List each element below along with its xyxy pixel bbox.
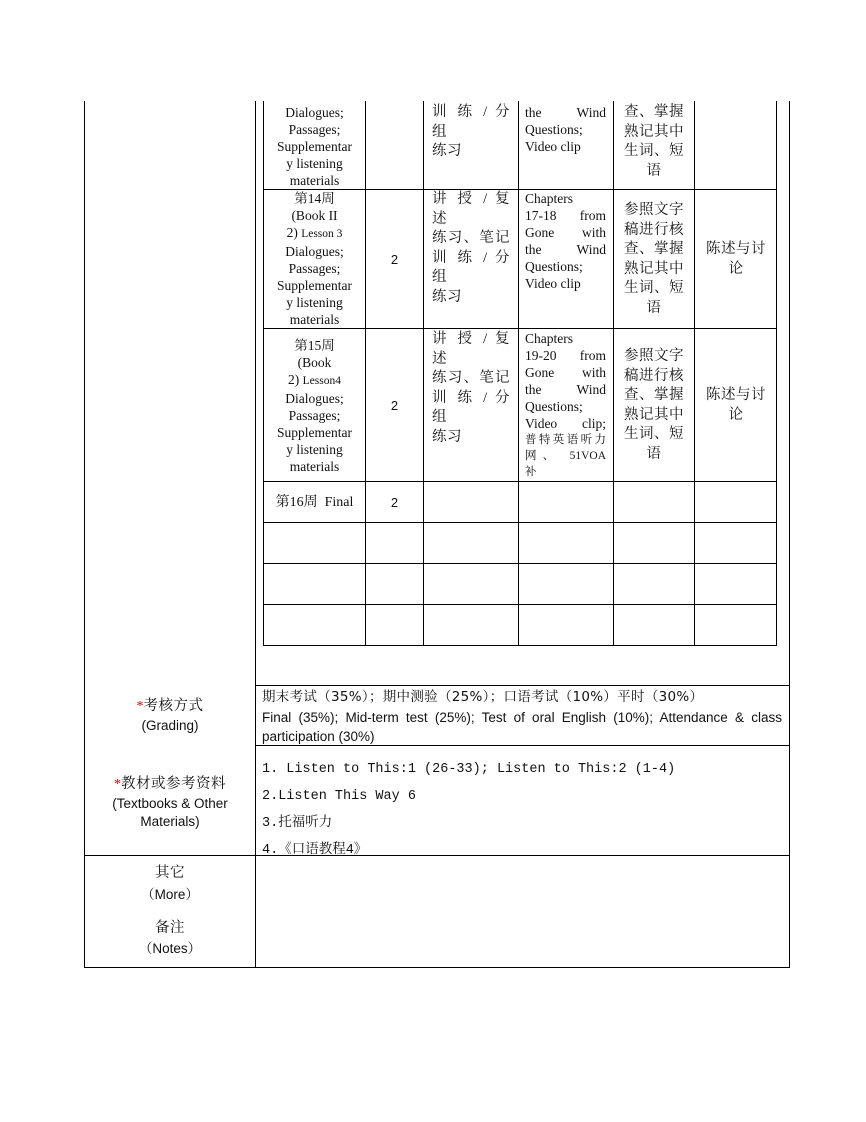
homework-line: Video clip;	[525, 416, 606, 431]
homework-line: Video clip	[525, 139, 581, 154]
required-mark: *	[136, 699, 144, 714]
week-label: 第16周	[275, 495, 318, 510]
content-line: Supplementar	[277, 139, 352, 154]
content-line: materials	[289, 459, 340, 474]
assessment-line: 稿进行核	[624, 367, 684, 384]
assessment-line: 生词、短	[624, 280, 684, 296]
content-line: y listening	[286, 156, 343, 171]
content-line: y listening	[286, 295, 343, 310]
form-cell	[698, 386, 774, 425]
homework-line: Questions;	[525, 122, 583, 137]
homework-line: Chapters	[525, 331, 573, 346]
grading-text-zh: 期末考试（35%）；期中测验（25%）；口语考试（10%）平时（30%）	[262, 689, 704, 705]
hours-cell: 2	[390, 495, 399, 510]
assessment-line: 查、掌握	[624, 387, 684, 403]
assessment-line: 参照文字	[624, 348, 684, 364]
homework-cell	[525, 104, 606, 155]
assessment-line: 生词、短	[624, 426, 684, 442]
form-line: 论	[728, 260, 744, 277]
method-cell	[432, 190, 510, 307]
homework-line: the Wind	[525, 242, 606, 257]
assessment-line: 生词、短	[624, 143, 684, 159]
grading-label	[85, 697, 255, 735]
form-cell	[698, 240, 774, 279]
assessment-line: 语	[646, 162, 662, 179]
assessment-cell	[618, 201, 690, 318]
required-mark: *	[114, 777, 121, 792]
grading-label-zh: 考核方式	[143, 698, 204, 714]
content-line: (Book	[297, 355, 332, 370]
homework-line: Chapters	[525, 191, 573, 206]
homework-line: Questions;	[525, 259, 583, 274]
method-line: 讲 授 / 复 述	[432, 191, 510, 227]
content-line: Final	[324, 495, 354, 510]
method-cell	[432, 330, 510, 447]
week-label: 第15周	[294, 338, 335, 353]
content-line: Lesson4	[302, 375, 341, 387]
method-line: 练习、笔记	[432, 230, 510, 246]
assessment-cell	[618, 347, 690, 464]
method-cell	[432, 103, 510, 162]
content-line: Passages;	[288, 408, 341, 423]
form-line: 论	[728, 406, 744, 423]
assessment-line: 语	[646, 445, 662, 462]
notes-label-zh: 备注	[155, 919, 185, 936]
notes-label-en: （Notes）	[138, 941, 202, 956]
content-line: y listening	[286, 442, 343, 457]
homework-line: 19-20 from	[525, 348, 606, 363]
assessment-line: 稿进行核	[624, 221, 684, 238]
method-line: 练习	[432, 143, 462, 159]
content-line: Passages;	[288, 261, 341, 276]
content-cell	[264, 104, 365, 189]
content-cell	[264, 190, 365, 328]
assessment-line: 熟记其中	[624, 123, 684, 140]
content-line: materials	[289, 173, 340, 188]
assessment-line: 熟记其中	[624, 406, 684, 423]
assessment-line: 查、掌握	[624, 241, 684, 257]
method-line: 练习	[432, 428, 462, 445]
other-content	[256, 856, 789, 966]
content-line: Supplementar	[277, 425, 352, 440]
content-cell	[264, 494, 365, 511]
other-label-en: （More）	[141, 886, 199, 902]
assessment-line: 查、掌握	[624, 104, 684, 120]
assessment-line: 语	[646, 299, 662, 316]
method-line: 训 练 / 分 组	[432, 249, 510, 285]
method-line: 练习	[432, 288, 462, 305]
method-line: 讲 授 / 复 述	[432, 331, 510, 367]
other-label	[85, 864, 255, 959]
homework-cell	[525, 190, 606, 292]
content-line: Dialogues;	[285, 391, 344, 406]
material-item: 2.Listen This Way 6	[262, 789, 416, 804]
content-line: 2)	[286, 225, 298, 240]
method-line: 训 练 / 分 组	[432, 104, 510, 140]
materials-label-zh: 教材或参考资料	[121, 776, 226, 792]
homework-line: Gone with	[525, 365, 606, 380]
materials-label	[85, 775, 255, 831]
form-line: 陈述与讨	[706, 387, 766, 403]
content-line: (Book II	[291, 208, 338, 223]
content-line: Dialogues;	[285, 105, 344, 120]
material-item: 1. Listen to This:1 (26-33); Listen to This:2 (1-4)	[262, 762, 676, 777]
grading-text-en: Final (35%); Mid-term test (25%); Test of oral English (10%); Attendance & class participation (30%)	[262, 709, 782, 744]
hours-cell: 2	[390, 252, 399, 267]
method-line: 训 练 / 分 组	[432, 389, 510, 425]
assessment-line: 熟记其中	[624, 260, 684, 277]
homework-line: 补	[525, 466, 537, 478]
content-line: Lesson 3	[301, 228, 343, 240]
homework-cell	[525, 330, 606, 480]
method-line: 练习、笔记	[432, 370, 510, 386]
homework-line: 普特英语听力	[525, 434, 606, 446]
material-item: 4.《口语教程4》	[262, 843, 368, 858]
homework-line: Questions;	[525, 399, 583, 414]
homework-line: Video clip	[525, 276, 581, 291]
week-label: 第14周	[294, 191, 335, 206]
homework-line: the Wind	[525, 105, 606, 120]
content-cell	[264, 337, 365, 475]
content-line: materials	[289, 312, 340, 327]
assessment-line: 参照文字	[624, 202, 684, 218]
hours-cell: 2	[390, 398, 399, 413]
materials-label-en: (Textbooks & Other	[112, 795, 228, 811]
grading-content	[262, 688, 782, 746]
assessment-cell	[618, 103, 690, 181]
form-line: 陈述与讨	[706, 241, 766, 257]
content-line: 2)	[288, 372, 300, 387]
other-label-zh: 其它	[155, 865, 185, 881]
content-line: Supplementar	[277, 278, 352, 293]
materials-label-en: Materials)	[140, 813, 200, 829]
homework-line: Gone with	[525, 225, 606, 240]
homework-line: the Wind	[525, 382, 606, 397]
materials-list	[262, 756, 782, 864]
content-line: Dialogues;	[285, 244, 344, 259]
homework-line: 网、 51VOA	[525, 450, 606, 462]
homework-line: 17-18 from	[525, 208, 606, 223]
material-item: 3.托福听力	[262, 816, 333, 831]
content-line: Passages;	[288, 122, 341, 137]
grading-label-en: (Grading)	[141, 717, 199, 733]
